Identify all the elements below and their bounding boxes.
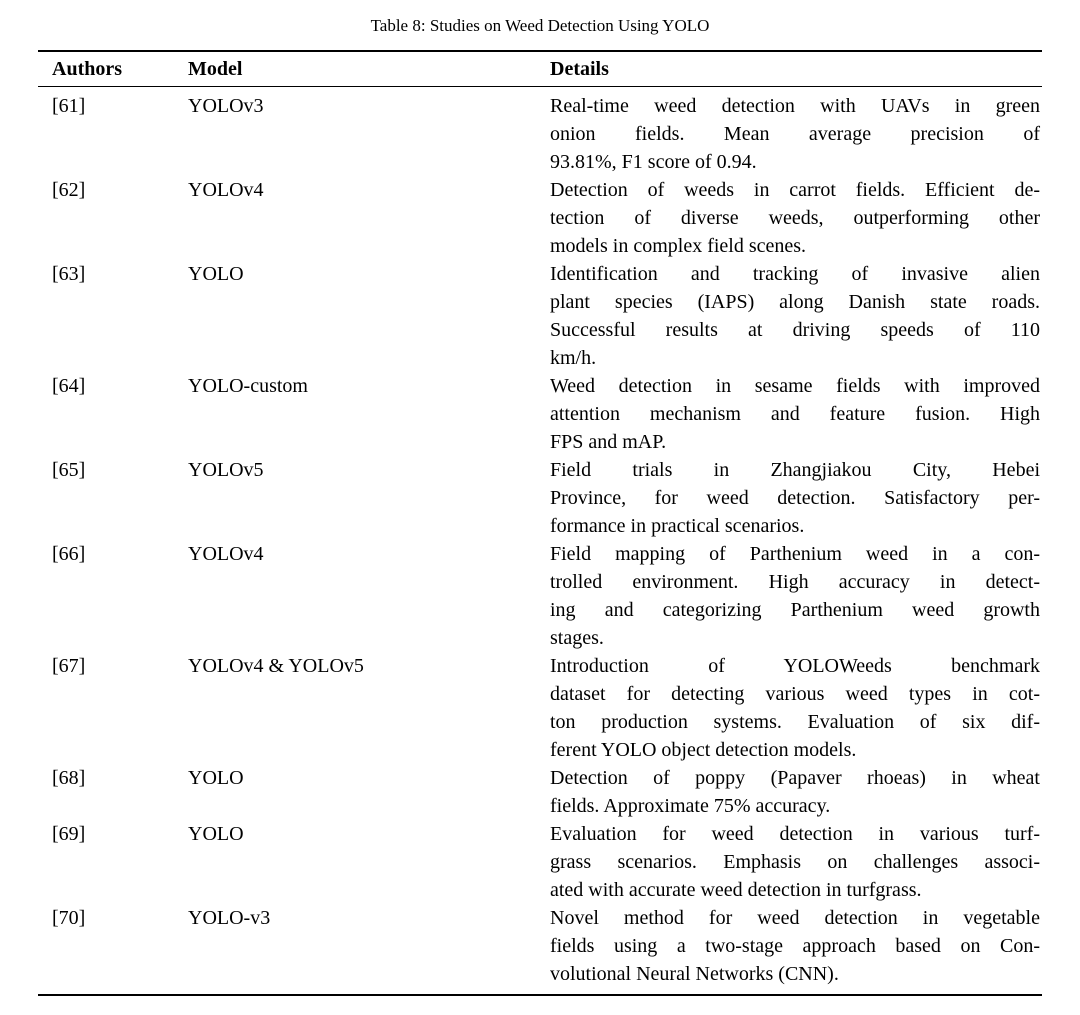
table-row bbox=[38, 456, 1042, 540]
citation-ref: [69] bbox=[52, 823, 86, 845]
details-line: Novel method for weed detection in vegetable bbox=[550, 907, 1040, 929]
study-details bbox=[550, 372, 1040, 456]
model-name: YOLO-custom bbox=[188, 375, 308, 397]
details-line: fields using a two-stage approach based on Con- bbox=[550, 935, 1040, 957]
details-line: trolled environment. High accuracy in detect- bbox=[550, 571, 1040, 593]
details-line: ton production systems. Evaluation of six dif- bbox=[550, 711, 1040, 733]
citation-ref: [63] bbox=[52, 263, 86, 285]
table-row bbox=[38, 904, 1042, 988]
study-details bbox=[550, 652, 1040, 764]
details-line: tection of diverse weeds, outperforming other bbox=[550, 207, 1040, 229]
table-row bbox=[38, 540, 1042, 652]
table-row bbox=[38, 176, 1042, 260]
model-name: YOLOv4 bbox=[188, 543, 264, 565]
table-row bbox=[38, 260, 1042, 372]
details-line: Province, for weed detection. Satisfactory per- bbox=[550, 487, 1040, 509]
study-details bbox=[550, 820, 1040, 904]
header-model: Model bbox=[188, 58, 243, 80]
details-line: dataset for detecting various weed types in cot- bbox=[550, 683, 1040, 705]
study-details bbox=[550, 92, 1040, 176]
details-line: stages. bbox=[550, 627, 604, 649]
citation-ref: [65] bbox=[52, 459, 86, 481]
model-name: YOLO bbox=[188, 263, 244, 285]
details-line: Detection of poppy (Papaver rhoeas) in wheat bbox=[550, 767, 1040, 789]
model-name: YOLO-v3 bbox=[188, 907, 271, 929]
studies-table bbox=[38, 50, 1042, 996]
details-line: Introduction of YOLOWeeds benchmark bbox=[550, 655, 1040, 677]
study-details bbox=[550, 904, 1040, 988]
details-line: formance in practical scenarios. bbox=[550, 515, 805, 537]
details-line: Evaluation for weed detection in various turf- bbox=[550, 823, 1040, 845]
model-name: YOLO bbox=[188, 767, 244, 789]
details-line: Field trials in Zhangjiakou City, Hebei bbox=[550, 459, 1040, 481]
details-line: km/h. bbox=[550, 347, 597, 369]
details-line: attention mechanism and feature fusion. High bbox=[550, 403, 1040, 425]
model-name: YOLOv4 bbox=[188, 179, 264, 201]
table-caption: Table 8: Studies on Weed Detection Using YOLO bbox=[370, 16, 710, 35]
details-line: ing and categorizing Parthenium weed growth bbox=[550, 599, 1040, 621]
header-details: Details bbox=[550, 58, 609, 80]
study-details bbox=[550, 260, 1040, 372]
model-name: YOLOv3 bbox=[188, 95, 264, 117]
details-line: models in complex field scenes. bbox=[550, 235, 807, 257]
model-name: YOLOv4 & YOLOv5 bbox=[188, 655, 364, 677]
details-line: ated with accurate weed detection in turfgrass. bbox=[550, 879, 922, 901]
citation-ref: [67] bbox=[52, 655, 86, 677]
table-row bbox=[38, 820, 1042, 904]
citation-ref: [61] bbox=[52, 95, 86, 117]
header-authors: Authors bbox=[52, 58, 123, 80]
details-line: Detection of weeds in carrot fields. Efficient de- bbox=[550, 179, 1040, 201]
details-line: Successful results at driving speeds of 110 bbox=[550, 319, 1040, 341]
citation-ref: [64] bbox=[52, 375, 86, 397]
table-row bbox=[38, 92, 1042, 176]
study-details bbox=[550, 540, 1040, 652]
table-body bbox=[38, 87, 1042, 994]
details-line: grass scenarios. Emphasis on challenges associ- bbox=[550, 851, 1040, 873]
study-details bbox=[550, 456, 1040, 540]
citation-ref: [66] bbox=[52, 543, 86, 565]
details-line: onion fields. Mean average precision of bbox=[550, 123, 1040, 145]
details-line: Identification and tracking of invasive alien bbox=[550, 263, 1040, 285]
model-name: YOLO bbox=[188, 823, 244, 845]
details-line: volutional Neural Networks (CNN). bbox=[550, 963, 839, 985]
citation-ref: [62] bbox=[52, 179, 86, 201]
details-line: Weed detection in sesame fields with improved bbox=[550, 375, 1040, 397]
details-line: 93.81%, F1 score of 0.94. bbox=[550, 151, 757, 173]
citation-ref: [70] bbox=[52, 907, 86, 929]
table-header-row bbox=[38, 52, 1042, 87]
details-line: plant species (IAPS) along Danish state roads. bbox=[550, 291, 1040, 313]
details-line: FPS and mAP. bbox=[550, 431, 667, 453]
table-row bbox=[38, 764, 1042, 820]
study-details bbox=[550, 764, 1040, 820]
details-line: Real-time weed detection with UAVs in green bbox=[550, 95, 1040, 117]
table-row bbox=[38, 372, 1042, 456]
details-line: ferent YOLO object detection models. bbox=[550, 739, 857, 761]
details-line: fields. Approximate 75% accuracy. bbox=[550, 795, 831, 817]
details-line: Field mapping of Parthenium weed in a con- bbox=[550, 543, 1040, 565]
model-name: YOLOv5 bbox=[188, 459, 264, 481]
table-row bbox=[38, 652, 1042, 764]
study-details bbox=[550, 176, 1040, 260]
citation-ref: [68] bbox=[52, 767, 86, 789]
